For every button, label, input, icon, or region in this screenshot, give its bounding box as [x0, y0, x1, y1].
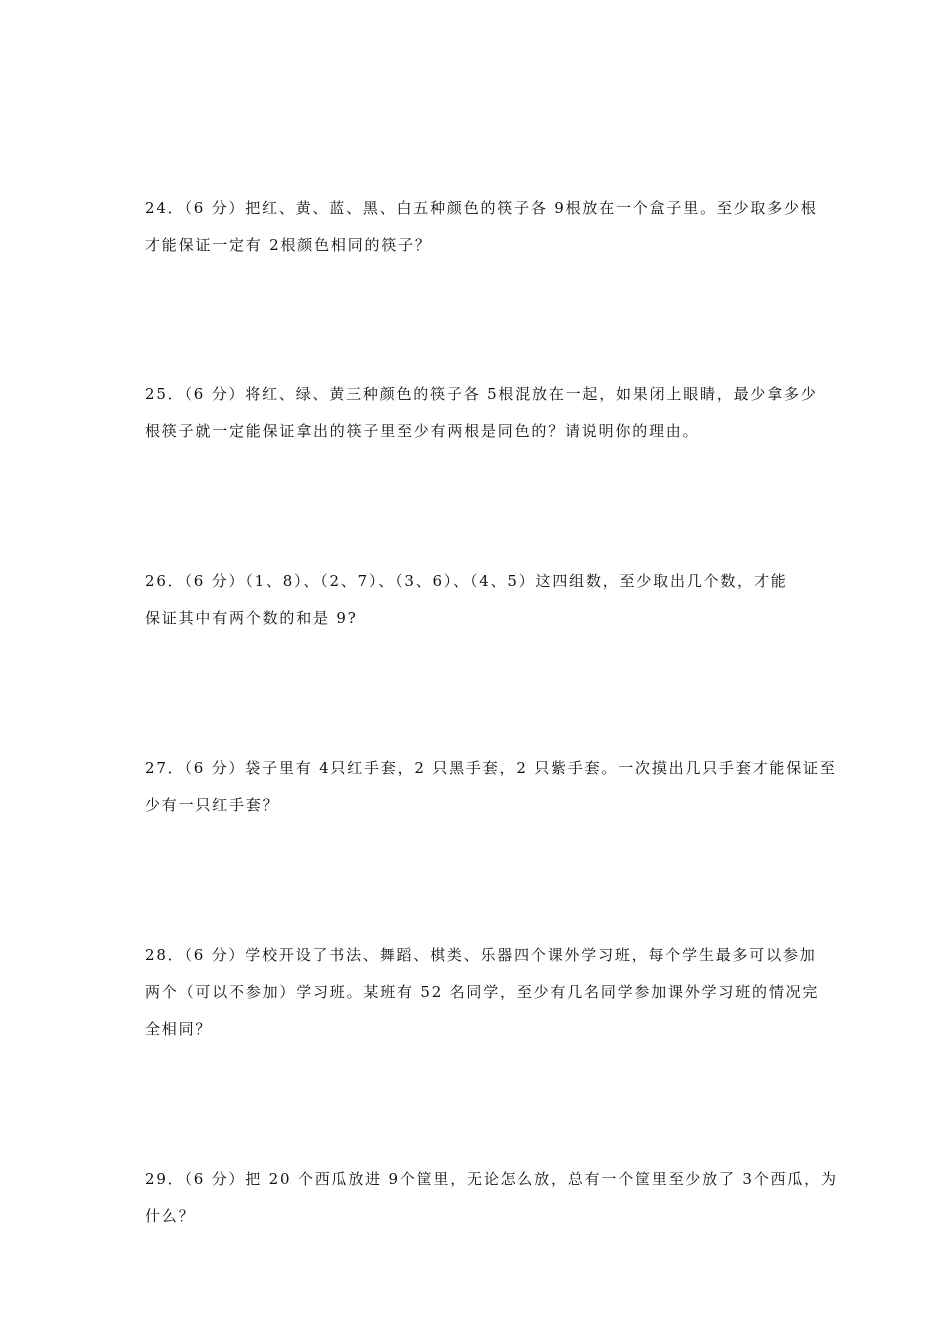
question-26 — [145, 563, 810, 637]
question-28 — [145, 937, 820, 1048]
question-27-line-2: 少有一只红手套？ — [145, 796, 280, 814]
question-24-line-2: 才能保证一定有 2根颜色相同的筷子？ — [145, 236, 432, 254]
question-24 — [145, 190, 818, 264]
question-28-line-2: 两个（可以不参加）学习班。某班有 52 名同学，至少有几名同学参加课外学习班的情况完 — [145, 983, 820, 1001]
question-26-line-2: 保证其中有两个数的和是 9? — [145, 609, 358, 627]
question-27-line-1: 27．（6 分）袋子里有 4只红手套，2 只黑手套，2 只紫手套。一次摸出几只手套才能保证至 — [145, 759, 837, 777]
question-28-line-1: 28．（6 分）学校开设了书法、舞蹈、棋类、乐器四个课外学习班，每个学生最多可以参加 — [145, 946, 817, 964]
question-27 — [145, 750, 837, 824]
question-28-line-3: 全相同？ — [145, 1020, 213, 1038]
question-29-line-2: 什么？ — [145, 1207, 196, 1225]
question-25 — [145, 376, 818, 450]
question-25-line-1: 25．（6 分）将红、绿、黄三种颜色的筷子各 5根混放在一起，如果闭上眼睛，最少拿多少 — [145, 385, 818, 403]
question-29-line-1: 29．（6 分）把 20 个西瓜放进 9个筐里，无论怎么放，总有一个筐里至少放了 3个西瓜，为 — [145, 1170, 838, 1188]
question-26-line-1: 26．（6 分）（1、8）、（2、7）、（3、6）、（4、5）这四组数，至少取出几个数，才能 — [145, 572, 788, 590]
question-29 — [145, 1161, 838, 1235]
question-25-line-2: 根筷子就一定能保证拿出的筷子里至少有两根是同色的？请说明你的理由。 — [145, 422, 700, 440]
question-24-line-1: 24．（6 分）把红、黄、蓝、黑、白五种颜色的筷子各 9根放在一个盒子里。至少取多少根 — [145, 199, 818, 217]
